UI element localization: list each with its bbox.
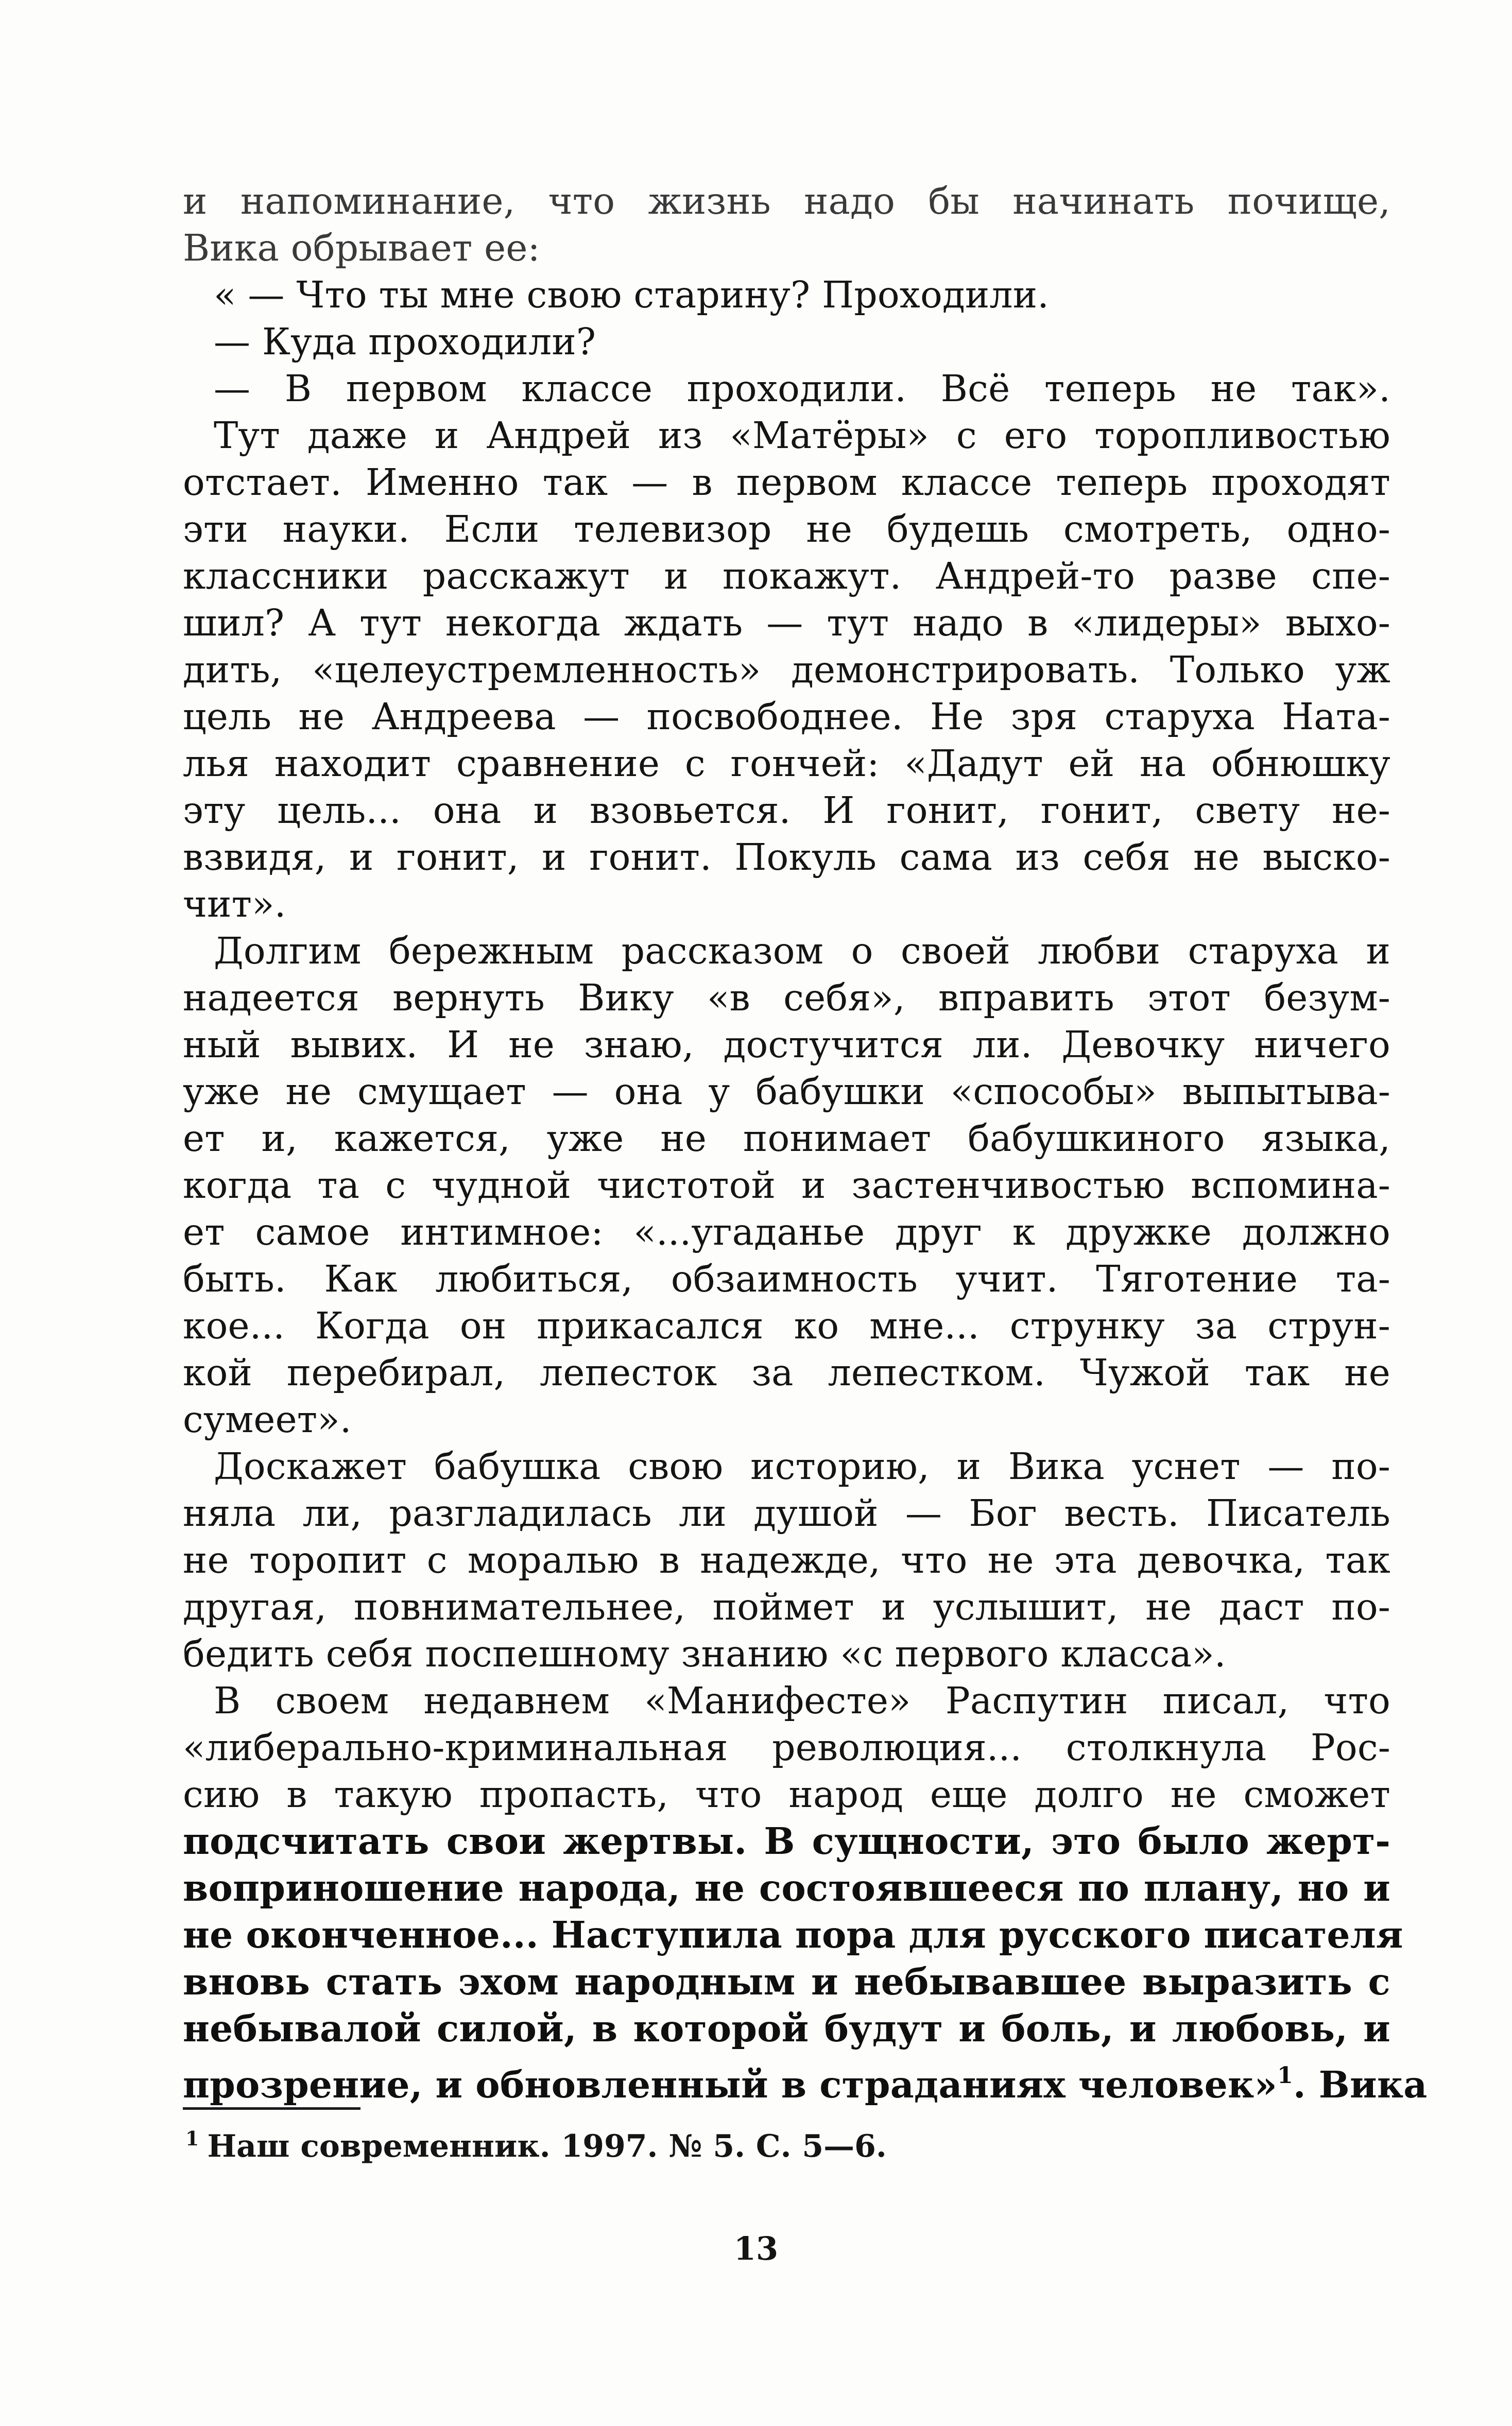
text-line: няла ли, разгладилась ли душой — Бог весть. Писатель: [183, 1492, 1390, 1535]
text-line: сию в такую пропасть, что народ еще долго не сможет: [183, 1773, 1390, 1816]
footnote-reference[interactable]: 1: [1277, 2062, 1293, 2089]
text-line: не оконченное... Наступила пора для русского писателя: [183, 1913, 1403, 1956]
text-line-with-footnote: [183, 2052, 1428, 2106]
text-line: уже не смущает — она у бабушки «способы» выпытыва-: [183, 1070, 1390, 1113]
text-line-main: прозрение, и обновленный в страданиях человек»: [183, 2063, 1278, 2106]
text-line: и напоминание, что жизнь надо бы начинать почище,: [183, 180, 1390, 222]
footnote-divider: [183, 2107, 360, 2110]
text-line: сумеет».: [183, 1398, 352, 1441]
page-number: 13: [733, 2230, 779, 2267]
text-line: — В первом классе проходили. Всё теперь не так».: [214, 367, 1390, 410]
text-line: не торопит с моралью в надежде, что не эта девочка, так: [183, 1539, 1390, 1581]
text-line: Долгим бережным рассказом о своей любви старуха и: [214, 930, 1390, 972]
text-line: отстает. Именно так — в первом классе теперь проходят: [183, 461, 1390, 504]
text-line: когда та с чудной чистотой и застенчивостью вспомина-: [183, 1164, 1390, 1207]
text-line: цель не Андреева — посвободнее. Не зря старуха Ната-: [183, 695, 1390, 738]
text-line: дить, «целеустремленность» демонстрировать. Только уж: [183, 648, 1390, 691]
text-line: другая, повнимательнее, поймет и услышит, не даст по-: [183, 1586, 1390, 1628]
text-line: Вика обрывает ее:: [183, 227, 540, 269]
text-line: Доскажет бабушка свою историю, и Вика уснет — по-: [214, 1445, 1390, 1488]
text-line: эти науки. Если телевизор не будешь смотреть, одно-: [183, 508, 1390, 550]
text-line: В своем недавнем «Манифесте» Распутин писал, что: [214, 1679, 1390, 1722]
text-line: — Куда проходили?: [214, 320, 596, 363]
text-line: классники расскажут и покажут. Андрей-то разве спе-: [183, 555, 1390, 597]
text-line: вновь стать эхом народным и небывавшее выразить с: [183, 1960, 1390, 2003]
text-line: чит».: [183, 883, 286, 925]
footnote: [185, 2127, 887, 2164]
text-line: шил? А тут некогда ждать — тут надо в «лидеры» выхо-: [183, 601, 1390, 644]
text-line: « — Что ты мне свою старину? Проходили.: [214, 273, 1050, 316]
text-line: взвидя, и гонит, и гонит. Покуль сама из себя не выско-: [183, 836, 1390, 879]
footnote-text: Наш современник. 1997. № 5. С. 5—6.: [207, 2128, 887, 2164]
text-line: воприношение народа, не состоявшееся по плану, но и: [183, 1866, 1390, 1909]
text-line: ет и, кажется, уже не понимает бабушкиного языка,: [183, 1117, 1390, 1160]
text-line: лья находит сравнение с гончей: «Дадут ей на обнюшку: [183, 742, 1390, 785]
text-line: подсчитать свои жертвы. В сущности, это было жерт-: [183, 1819, 1390, 1863]
text-line: «либерально-криминальная революция... столкнула Рос-: [183, 1726, 1390, 1769]
body-text: [183, 178, 1428, 2106]
text-line: ет самое интимное: «...угаданье друг к дружке должно: [183, 1211, 1390, 1253]
text-line: быть. Как любиться, обзаимность учит. Тяготение та-: [183, 1258, 1390, 1300]
text-line: ный вывих. И не знаю, достучится ли. Девочку ничего: [183, 1023, 1390, 1066]
text-line: Тут даже и Андрей из «Матёры» с его торопливостью: [214, 414, 1390, 457]
text-line-tail: . Вика: [1293, 2063, 1428, 2106]
footnote-mark: 1: [185, 2127, 199, 2150]
text-line: кое... Когда он прикасался ко мне... струнку за струн-: [183, 1304, 1390, 1347]
text-line: надеется вернуть Вику «в себя», вправить этот безум-: [183, 976, 1390, 1019]
text-line: небывалой силой, в которой будут и боль, и любовь, и: [183, 2007, 1390, 2050]
text-line: кой перебирал, лепесток за лепестком. Чужой так не: [183, 1351, 1390, 1394]
text-line: эту цель... она и взовьется. И гонит, гонит, свету не-: [183, 789, 1390, 832]
text-line: бедить себя поспешному знанию «с первого класса».: [183, 1632, 1226, 1675]
